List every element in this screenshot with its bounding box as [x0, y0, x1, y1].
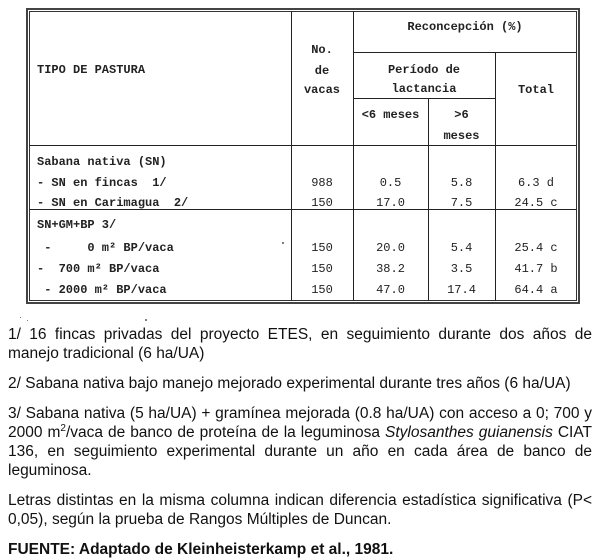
header-lactancia: lactancia: [391, 82, 457, 96]
row-menos6: 20.0: [376, 241, 405, 255]
row-total: 64.4 a: [514, 283, 558, 297]
col-divider: [353, 11, 354, 301]
statistical-note: Letras distintas en la misma columna indican diferencia estadística significativa (P< 0,05), según la prueba de Rangos Múltiples de Duncan.: [8, 492, 592, 528]
header-reconcepcion: Reconcepción (%): [407, 20, 523, 34]
group-title: SN+GM+BP 3/: [37, 218, 117, 232]
row-mas6: 5.4: [450, 241, 473, 255]
footnotes: [8, 325, 592, 559]
footnote-1: 1/ 16 fincas privadas del proyecto ETES, en seguimiento durante dos años de manejo tradicional (6 ha/UA): [8, 326, 592, 362]
source-note: FUENTE: Adaptado de Kleinheisterkamp et al., 1981.: [8, 541, 394, 558]
header-periodo: Período de: [387, 63, 460, 77]
row-divider: [353, 52, 577, 53]
row-menos6: 17.0: [376, 196, 405, 210]
row-label: - 0 m² BP/vaca: [37, 241, 174, 255]
row-label: - SN en Carimagua 2/: [37, 196, 189, 210]
header-de: de: [314, 64, 330, 78]
header-menos6: <6 meses: [361, 108, 420, 122]
scan-speck: [20, 317, 21, 318]
superscript: 2: [60, 422, 66, 434]
scan-speck: [27, 320, 28, 321]
row-vacas: 150: [311, 283, 333, 297]
header-meses: meses: [443, 129, 480, 143]
row-vacas: 150: [311, 241, 333, 255]
row-mas6: 3.5: [450, 262, 473, 276]
row-menos6: 47.0: [376, 283, 405, 297]
row-label: - SN en fincas 1/: [37, 176, 167, 190]
row-total: 41.7 b: [514, 262, 558, 276]
row-mas6: 7.5: [450, 196, 473, 210]
row-label: - 700 m² BP/vaca: [37, 262, 160, 276]
header-mas6: >6: [454, 108, 469, 122]
row-mas6: 17.4: [447, 283, 476, 297]
row-menos6: 38.2: [376, 262, 405, 276]
header-vacas: vacas: [303, 83, 340, 97]
header-no: No.: [311, 43, 333, 57]
row-divider: [353, 98, 495, 99]
row-vacas: 150: [311, 196, 333, 210]
footnote-3-part-a: 3/ Sabana nativa (5 ha/UA) + gramínea mejorada (0.8 ha/UA) con acceso a 0; 700 y 2000 m: [8, 405, 592, 441]
header-bottom-line: [29, 145, 577, 146]
row-total: 6.3 d: [517, 176, 554, 190]
footnote-3: [8, 404, 592, 480]
footnote-3-part-b: /vaca de banco de proteína de la leguminosa: [65, 424, 385, 441]
scan-speck: [145, 319, 147, 321]
header-tipo-pastura: TIPO DE PASTURA: [37, 63, 146, 77]
row-menos6: 0.5: [379, 176, 402, 190]
row-vacas: 150: [311, 262, 333, 276]
footnote-3-part-c: CIAT 136, en seguimiento experimental durante un año en cada área de banco de leguminosa.: [8, 424, 592, 479]
row-total: 25.4 c: [514, 241, 558, 255]
footnote-2: 2/ Sabana nativa bajo manejo mejorado experimental durante tres años (6 ha/UA): [8, 375, 571, 392]
row-mas6: 5.8: [450, 176, 473, 190]
row-vacas: 988: [311, 176, 333, 190]
header-total: Total: [517, 83, 554, 97]
species-name: Stylosanthes guianensis: [385, 424, 553, 441]
group-title: Sabana nativa (SN): [37, 155, 167, 169]
row-total: 24.5 c: [514, 196, 558, 210]
row-label: - 2000 m² BP/vaca: [37, 283, 167, 297]
scan-speck: [282, 242, 284, 244]
